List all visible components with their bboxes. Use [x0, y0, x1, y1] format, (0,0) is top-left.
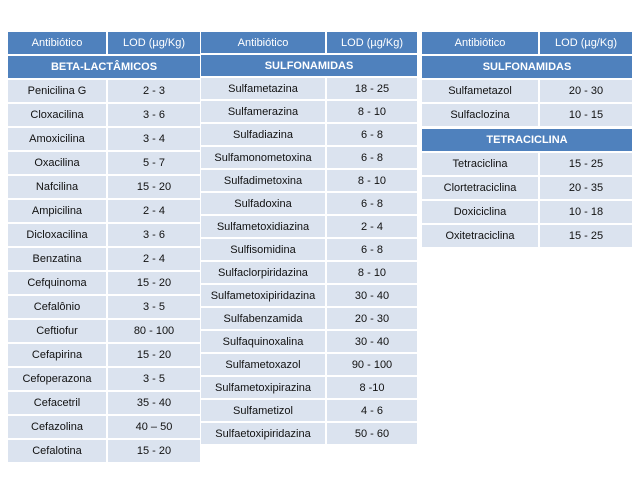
table-tetraciclina — [422, 127, 632, 249]
antibiotic-cell: Sulfamonometoxina — [201, 147, 327, 168]
group-title: TETRACICLINA — [422, 129, 632, 151]
lod-cell: 30 - 40 — [327, 331, 417, 352]
lod-cell: 8 -10 — [327, 377, 417, 398]
table-row — [8, 296, 200, 318]
antibiotic-cell: Sulfametizol — [201, 400, 327, 421]
antibiotic-cell: Tetraciclina — [422, 153, 540, 175]
lod-cell: 8 - 10 — [327, 170, 417, 191]
table-row — [201, 423, 417, 444]
lod-cell: 10 - 15 — [540, 104, 632, 126]
lod-cell: 80 - 100 — [108, 320, 200, 342]
header-antibiotic: Antibiótico — [422, 32, 540, 54]
table-row — [201, 400, 417, 421]
group-body — [422, 56, 632, 126]
table-row — [201, 124, 417, 145]
antibiotic-cell: Sulfametoxidiazina — [201, 216, 327, 237]
table-row — [201, 262, 417, 283]
header-antibiotic: Antibiótico — [201, 32, 327, 53]
antibiotic-cell: Sulfaquinoxalina — [201, 331, 327, 352]
lod-cell: 15 - 25 — [540, 225, 632, 247]
table-row — [422, 225, 632, 247]
group-title-row — [422, 56, 632, 78]
header-row — [8, 32, 200, 54]
lod-cell: 20 - 35 — [540, 177, 632, 199]
group-title: SULFONAMIDAS — [422, 56, 632, 78]
lod-cell: 2 - 4 — [327, 216, 417, 237]
group-title-row — [8, 56, 200, 78]
antibiotic-cell: Sulfametoxipirazina — [201, 377, 327, 398]
lod-cell: 20 - 30 — [327, 308, 417, 329]
antibiotic-cell: Oxitetraciclina — [422, 225, 540, 247]
table-sulfonamidas-2 — [422, 30, 632, 128]
antibiotic-cell: Cefacetril — [8, 392, 108, 414]
header-lod: LOD (µg/Kg) — [108, 32, 200, 54]
lod-cell: 3 - 6 — [108, 104, 200, 126]
table-row — [8, 224, 200, 246]
lod-cell: 18 - 25 — [327, 78, 417, 99]
antibiotic-cell: Sulfaetoxipiridazina — [201, 423, 327, 444]
table-row — [8, 176, 200, 198]
lod-cell: 4 - 6 — [327, 400, 417, 421]
antibiotic-cell: Cefalotina — [8, 440, 108, 462]
antibiotic-cell: Sulfisomidina — [201, 239, 327, 260]
table-row — [8, 152, 200, 174]
lod-cell: 3 - 4 — [108, 128, 200, 150]
table-row — [201, 101, 417, 122]
antibiotic-cell: Amoxicilina — [8, 128, 108, 150]
antibiotic-cell: Cefalônio — [8, 296, 108, 318]
table-row — [422, 201, 632, 223]
table-row — [201, 216, 417, 237]
antibiotic-cell: Sulfabenzamida — [201, 308, 327, 329]
lod-cell: 3 - 5 — [108, 368, 200, 390]
antibiotic-cell: Sulfadoxina — [201, 193, 327, 214]
antibiotic-cell: Sulfametoxipiridazina — [201, 285, 327, 306]
lod-cell: 15 - 20 — [108, 176, 200, 198]
table-row — [8, 368, 200, 390]
lod-cell: 15 - 20 — [108, 344, 200, 366]
lod-cell: 6 - 8 — [327, 193, 417, 214]
table-row — [201, 147, 417, 168]
lod-cell: 2 - 4 — [108, 248, 200, 270]
lod-cell: 6 - 8 — [327, 124, 417, 145]
lod-cell: 50 - 60 — [327, 423, 417, 444]
group-title: BETA-LACTÂMICOS — [8, 56, 200, 78]
lod-cell: 90 - 100 — [327, 354, 417, 375]
table-row — [8, 320, 200, 342]
antibiotic-cell: Cloxacilina — [8, 104, 108, 126]
lod-cell: 3 - 5 — [108, 296, 200, 318]
table-row — [422, 104, 632, 126]
table-betalactamicos — [8, 30, 200, 464]
lod-cell: 8 - 10 — [327, 262, 417, 283]
group-body — [8, 56, 200, 462]
table-row — [201, 78, 417, 99]
antibiotic-cell: Doxiciclina — [422, 201, 540, 223]
antibiotic-cell: Penicilina G — [8, 80, 108, 102]
lod-cell: 35 - 40 — [108, 392, 200, 414]
lod-cell: 2 - 4 — [108, 200, 200, 222]
header-antibiotic: Antibiótico — [8, 32, 108, 54]
lod-cell: 10 - 18 — [540, 201, 632, 223]
lod-cell: 15 - 20 — [108, 440, 200, 462]
table-row — [8, 248, 200, 270]
antibiotic-cell: Oxacilina — [8, 152, 108, 174]
table-row — [8, 104, 200, 126]
antibiotic-cell: Ampicilina — [8, 200, 108, 222]
table-row — [201, 285, 417, 306]
antibiotic-cell: Sulfametazol — [422, 80, 540, 102]
table-row — [8, 80, 200, 102]
lod-cell: 40 – 50 — [108, 416, 200, 438]
antibiotic-cell: Clortetraciclina — [422, 177, 540, 199]
antibiotic-cell: Benzatina — [8, 248, 108, 270]
table-row — [422, 80, 632, 102]
table-row — [201, 239, 417, 260]
antibiotic-cell: Cefquinoma — [8, 272, 108, 294]
table-row — [8, 416, 200, 438]
table-row — [422, 153, 632, 175]
group-title: SULFONAMIDAS — [201, 55, 417, 76]
table-row — [8, 128, 200, 150]
table-row — [201, 377, 417, 398]
table-row — [8, 440, 200, 462]
group-title-row — [422, 129, 632, 151]
table-row — [201, 354, 417, 375]
lod-cell: 15 - 25 — [540, 153, 632, 175]
antibiotic-cell: Cefoperazona — [8, 368, 108, 390]
header-lod: LOD (µg/Kg) — [540, 32, 632, 54]
antibiotic-cell: Sulfamerazina — [201, 101, 327, 122]
table-row — [8, 392, 200, 414]
table-sulfonamidas — [201, 30, 417, 446]
lod-cell: 20 - 30 — [540, 80, 632, 102]
lod-cell: 8 - 10 — [327, 101, 417, 122]
antibiotic-cell: Sulfametazina — [201, 78, 327, 99]
header-row — [201, 32, 417, 53]
antibiotic-cell: Sulfaclozina — [422, 104, 540, 126]
lod-cell: 2 - 3 — [108, 80, 200, 102]
table-row — [8, 344, 200, 366]
antibiotic-cell: Sulfadiazina — [201, 124, 327, 145]
antibiotic-cell: Cefazolina — [8, 416, 108, 438]
antibiotic-cell: Dicloxacilina — [8, 224, 108, 246]
lod-cell: 30 - 40 — [327, 285, 417, 306]
antibiotic-cell: Cefapirina — [8, 344, 108, 366]
antibiotic-cell: Nafcilina — [8, 176, 108, 198]
lod-cell: 6 - 8 — [327, 239, 417, 260]
lod-cell: 15 - 20 — [108, 272, 200, 294]
antibiotic-cell: Sulfametoxazol — [201, 354, 327, 375]
table-row — [201, 170, 417, 191]
table-row — [422, 177, 632, 199]
antibiotic-cell: Ceftiofur — [8, 320, 108, 342]
table-row — [8, 272, 200, 294]
lod-cell: 6 - 8 — [327, 147, 417, 168]
lod-cell: 3 - 6 — [108, 224, 200, 246]
lod-cell: 5 - 7 — [108, 152, 200, 174]
group-title-row — [201, 55, 417, 76]
table-row — [201, 331, 417, 352]
table-row — [201, 193, 417, 214]
table-row — [201, 308, 417, 329]
antibiotic-cell: Sulfadimetoxina — [201, 170, 327, 191]
antibiotic-cell: Sulfaclorpiridazina — [201, 262, 327, 283]
table-row — [8, 200, 200, 222]
group-body — [422, 129, 632, 247]
header-lod: LOD (µg/Kg) — [327, 32, 417, 53]
group-body — [201, 55, 417, 444]
header-row — [422, 32, 632, 54]
